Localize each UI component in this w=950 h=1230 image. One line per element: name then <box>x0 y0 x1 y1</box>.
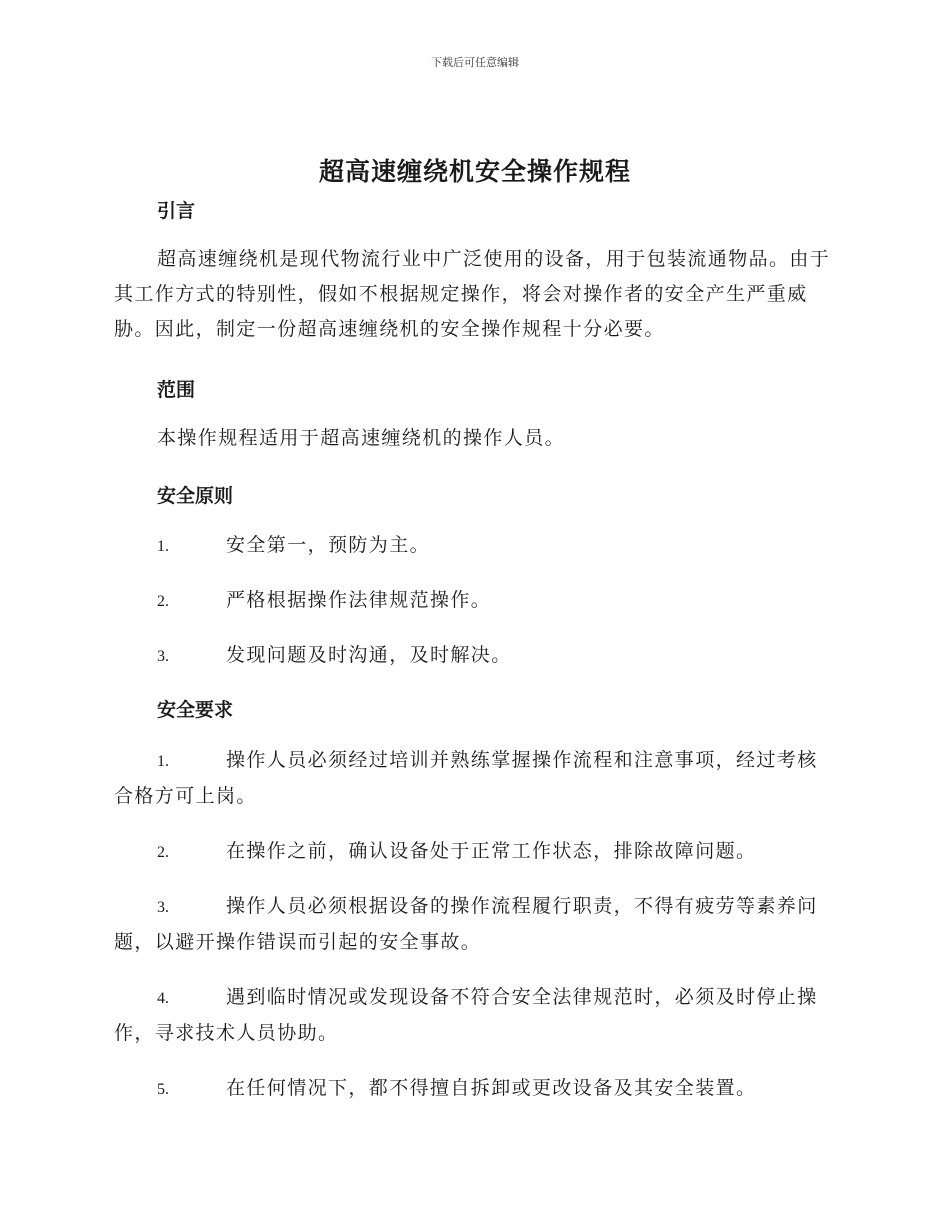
section-heading-principles: 安全原则 <box>157 485 234 507</box>
item-text: 遇到临时情况或发现设备不符合安全法律规范时，必须及时停止操作，寻求技术人员协助。 <box>114 986 818 1044</box>
requirement-item <box>114 1071 834 1107</box>
intro-paragraph <box>114 242 834 347</box>
section-heading-requirements: 安全要求 <box>157 699 234 721</box>
intro-paragraph-text: 超高速缠绕机是现代物流行业中广泛使用的设备，用于包装流通物品。由于其工作方式的特别性，假如不根据规定操作，将会对操作者的安全产生严重威胁。因此，制定一份超高速缠绕机的安全操作规程十分必要。 <box>114 248 831 340</box>
item-number: 3. <box>157 899 169 916</box>
item-text: 安全第一，预防为主。 <box>226 534 431 556</box>
item-number: 4. <box>157 990 169 1007</box>
item-text: 发现问题及时沟通，及时解决。 <box>226 644 512 666</box>
principle-item <box>114 583 834 619</box>
scope-paragraph-text: 本操作规程适用于超高速缠绕机的操作人员。 <box>157 427 566 449</box>
item-number: 2. <box>157 844 169 861</box>
item-text: 严格根据操作法律规范操作。 <box>226 589 492 611</box>
item-text: 在操作之前，确认设备处于正常工作状态，排除故障问题。 <box>226 840 757 862</box>
item-number: 3. <box>157 648 169 665</box>
requirement-item <box>114 980 834 1051</box>
document-title: 超高速缠绕机安全操作规程 <box>318 157 631 186</box>
item-text: 在任何情况下，都不得擅自拆卸或更改设备及其安全装置。 <box>226 1077 757 1099</box>
item-number: 2. <box>157 593 169 610</box>
requirement-item <box>114 834 834 870</box>
section-heading-scope: 范围 <box>157 379 196 401</box>
item-number: 1. <box>157 538 169 555</box>
requirement-item <box>114 743 834 814</box>
item-text: 操作人员必须经过培训并熟练掌握操作流程和注意事项，经过考核合格方可上岗。 <box>114 749 818 807</box>
item-text: 操作人员必须根据设备的操作流程履行职责，不得有疲劳等素养问题，以避开操作错误而引起的安全事故。 <box>114 895 818 953</box>
section-heading-intro: 引言 <box>157 200 196 222</box>
principle-item <box>114 528 834 564</box>
scope-paragraph <box>114 421 834 456</box>
requirement-item <box>114 889 834 960</box>
header-note: 下载后可任意编辑 <box>431 56 519 69</box>
item-number: 1. <box>157 753 169 770</box>
principle-item <box>114 638 834 674</box>
item-number: 5. <box>157 1081 169 1098</box>
